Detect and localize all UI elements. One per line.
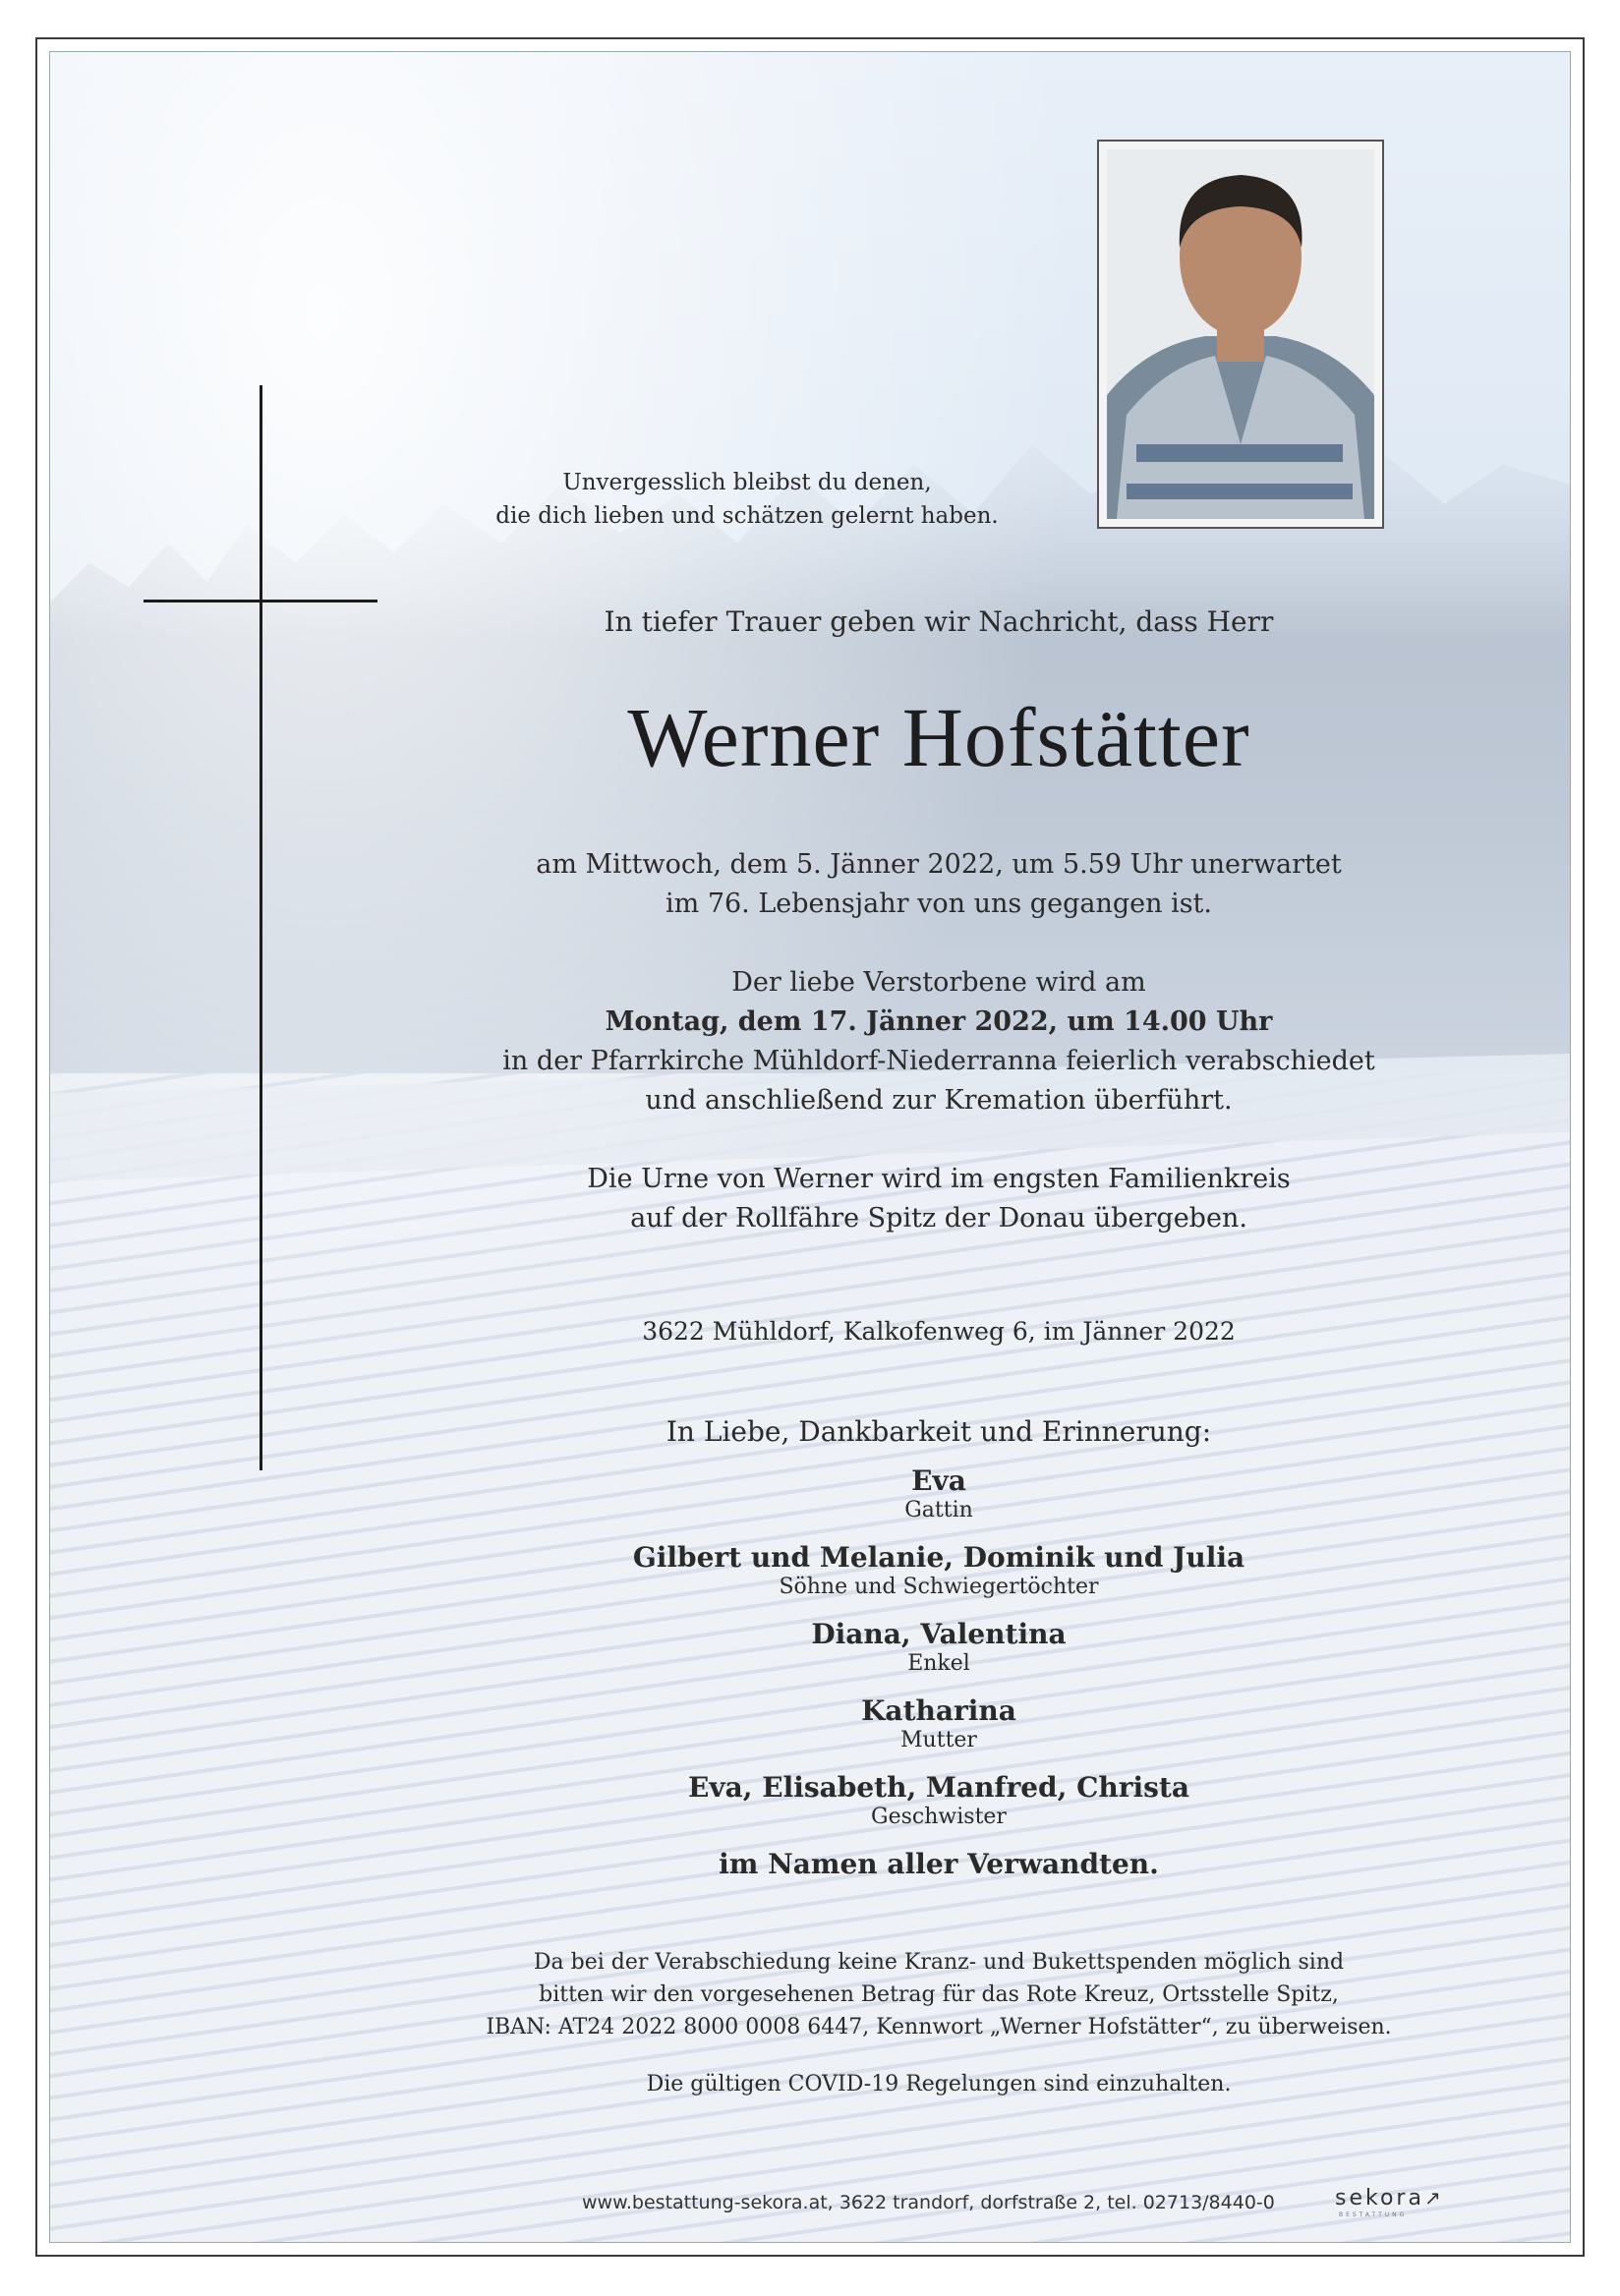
donation-line-1: Da bei der Verabschiedung keine Kranz- und Bukettspenden möglich sind <box>533 1950 1345 1975</box>
family-member-name: Diana, Valentina <box>811 1618 1067 1650</box>
logo-subtitle: BESTATTUNG <box>1339 2211 1408 2218</box>
bird-icon: ↗ <box>1423 2186 1444 2210</box>
family-member-relation: Enkel <box>907 1651 970 1676</box>
cross-vertical-bar <box>260 385 262 1470</box>
quote-line-2: die dich lieben und schätzen gelernt haben. <box>495 503 999 529</box>
family-member-relation: Gattin <box>904 1498 973 1522</box>
urn-line-1: Die Urne von Werner wird im engsten Familienkreis <box>587 1164 1291 1194</box>
family-member-name: Eva <box>911 1464 966 1497</box>
family-member <box>413 1694 1465 1753</box>
logo-text: sekora <box>1335 2186 1424 2210</box>
family-member-relation: Mutter <box>900 1728 977 1752</box>
urn-line-2: auf der Rollfähre Spitz der Donau übergeben. <box>630 1203 1247 1234</box>
ceremony-notice <box>413 963 1465 1120</box>
urn-notice <box>413 1160 1465 1238</box>
family-member-name: Katharina <box>861 1694 1016 1727</box>
donation-line-2: bitten wir den vorgesehenen Betrag für das Rote Kreuz, Ortsstelle Spitz, <box>539 1982 1339 2007</box>
ceremony-line-1: Der liebe Verstorbene wird am <box>731 967 1146 998</box>
address-date: 3622 Mühldorf, Kalkofenweg 6, im Jänner 2022 <box>642 1317 1236 1346</box>
family-list <box>413 1464 1465 1881</box>
ceremony-line-4: und anschließend zur Kremation überführt. <box>645 1085 1233 1116</box>
family-member <box>413 1771 1465 1830</box>
cross-horizontal-bar <box>144 600 377 603</box>
quote-line-1: Unvergesslich bleibst du denen, <box>562 470 932 495</box>
portrait-photo <box>1107 149 1374 519</box>
family-closing: im Namen aller Verwandten. <box>719 1848 1159 1880</box>
announcement-intro: In tiefer Trauer geben wir Nachricht, dass Herr <box>604 605 1274 638</box>
footer-contact: www.bestattung-sekora.at, 3622 trandorf, dorfstraße 2, tel. 02713/8440-0 <box>582 2192 1275 2213</box>
portrait-frame <box>1097 140 1384 529</box>
memorial-quote <box>452 466 1042 533</box>
family-heading: In Liebe, Dankbarkeit und Erinnerung: <box>665 1415 1212 1448</box>
death-line-1: am Mittwoch, dem 5. Jänner 2022, um 5.59 Uhr unerwartet <box>536 849 1342 880</box>
family-member <box>413 1541 1465 1600</box>
donation-line-3: IBAN: AT24 2022 8000 0008 6447, Kennwort „Werner Hofstätter“, zu überweisen. <box>486 2015 1392 2039</box>
death-notice <box>413 845 1465 924</box>
death-line-2: im 76. Lebensjahr von uns gegangen ist. <box>665 889 1212 919</box>
covid-notice: Die gültigen COVID-19 Regelungen sind einzuhalten. <box>646 2072 1232 2096</box>
ceremony-date: Montag, dem 17. Jänner 2022, um 14.00 Uhr <box>605 1006 1273 1037</box>
sekora-logo <box>1335 2186 1444 2210</box>
family-member <box>413 1464 1465 1523</box>
deceased-name: Werner Hofstätter <box>627 690 1250 784</box>
donation-notice <box>315 1946 1563 2043</box>
family-member-relation: Söhne und Schwiegertöchter <box>779 1575 1099 1599</box>
family-member-name: Gilbert und Melanie, Dominik und Julia <box>632 1541 1245 1574</box>
family-member <box>413 1618 1465 1677</box>
family-member-relation: Geschwister <box>871 1805 1007 1829</box>
ceremony-line-3: in der Pfarrkirche Mühldorf-Niederranna feierlich verabschiedet <box>502 1046 1375 1076</box>
family-member-name: Eva, Elisabeth, Manfred, Christa <box>687 1771 1189 1804</box>
